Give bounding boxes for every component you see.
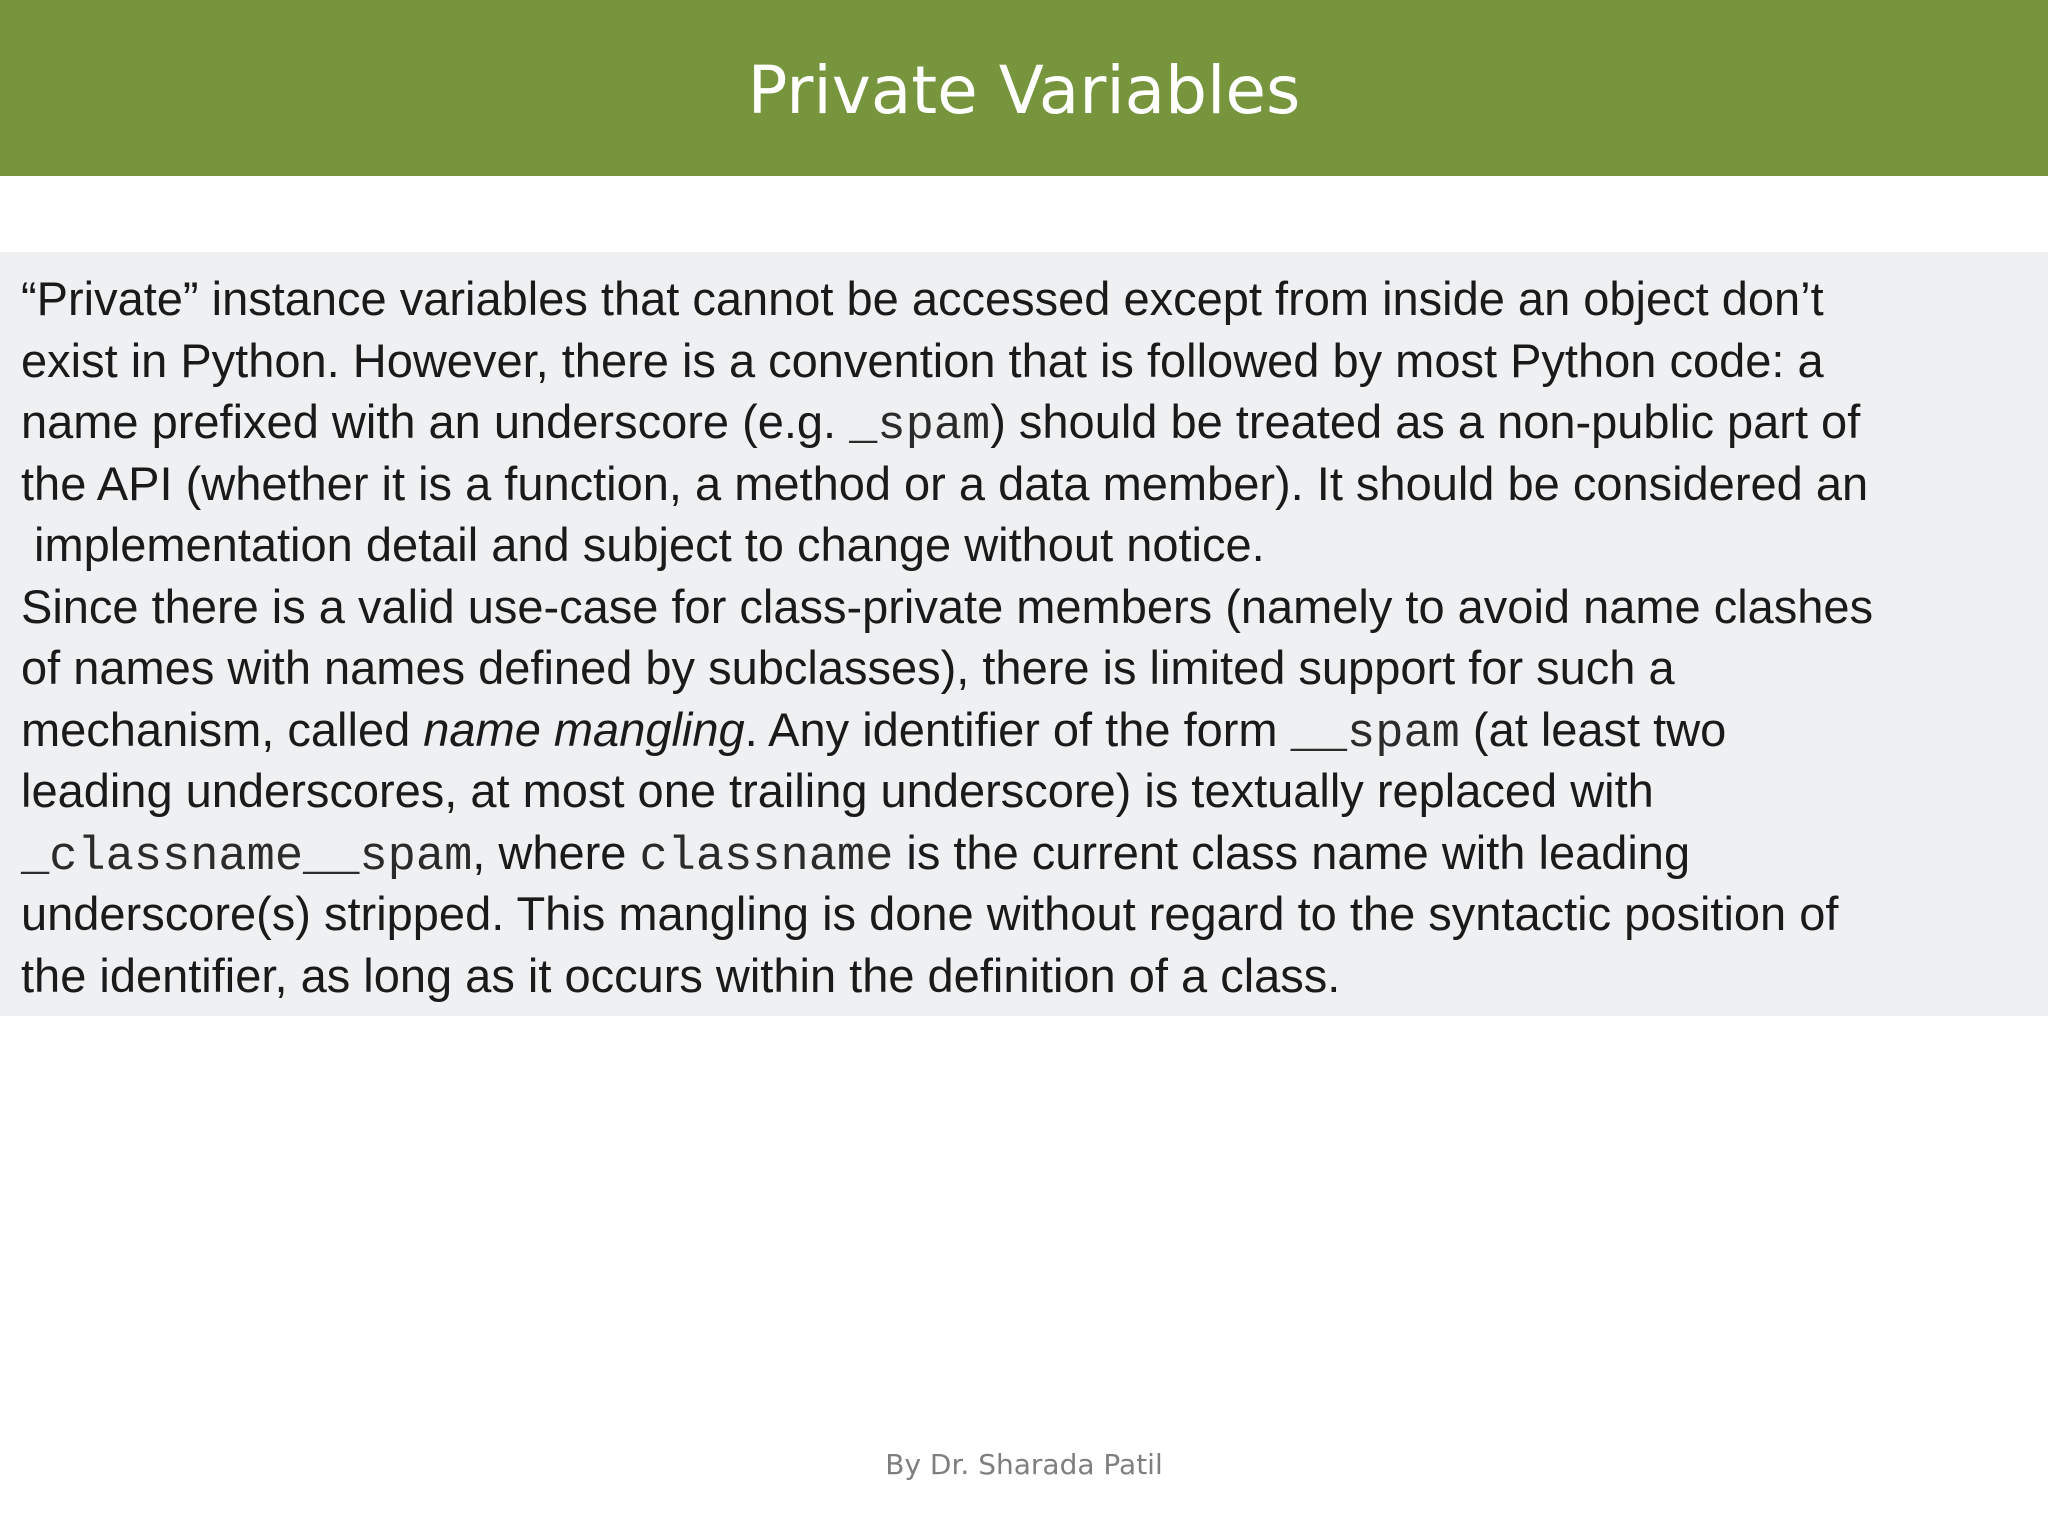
paragraph2-line2: of names with names defined by subclasses), there is limited support for such a — [21, 641, 1675, 694]
paragraph-private-variables — [21, 268, 2034, 576]
paragraph1-line2: exist in Python. However, there is a convention that is followed by most Python code: a — [21, 333, 1824, 387]
paragraph1-line4: the API (whether it is a function, a method or a data member). It should be considered an — [21, 456, 1869, 510]
paragraph2-line1: Since there is a valid use-case for class-private members (namely to avoid name clashes — [21, 579, 1874, 633]
code-classname: classname — [639, 830, 894, 884]
slide-title: Private Variables — [747, 51, 1301, 129]
code-spam: _spam — [849, 400, 991, 453]
paragraph1-line3 — [21, 391, 2034, 453]
paragraph2-line3-text-c: (at least two — [1459, 702, 1727, 756]
paragraph1-line3-text-a: name prefixed with an underscore (e.g. — [21, 395, 850, 448]
paragraph1-line3-text-b: ) should be treated as a non-public part of — [990, 395, 1861, 448]
footer-author: By Dr. Sharada Patil — [885, 1448, 1163, 1481]
title-bar — [0, 0, 2048, 176]
paragraph2-line7: the identifier, as long as it occurs within the definition of a class. — [21, 948, 1341, 1002]
paragraph1-line1: “Private” instance variables that cannot be accessed except from inside an object don’t — [21, 272, 1824, 325]
paragraph2-line5 — [21, 822, 2034, 884]
paragraph2-line5-text-b: is the current class name with leading — [893, 825, 1691, 879]
code-classname-spam: _classname__spam — [21, 830, 473, 884]
paragraph2-line3-text-b: . Any identifier of the form — [744, 702, 1291, 756]
paragraph2-line6: underscore(s) stripped. This mangling is done without regard to the syntactic position of — [21, 887, 1839, 940]
paragraph2-line4: leading underscores, at most one trailing underscore) is textually replaced with — [21, 764, 1654, 817]
code-double-underscore-spam: __spam — [1290, 707, 1460, 761]
paragraph-name-mangling — [21, 576, 2034, 1007]
paragraph2-line3 — [21, 699, 2034, 761]
content-box — [0, 252, 2048, 1016]
term-name-mangling: name mangling — [423, 702, 745, 756]
paragraph2-line3-text-a: mechanism, called — [21, 702, 424, 756]
paragraph2-line5-text-a: , where — [472, 825, 640, 879]
paragraph1-line5: implementation detail and subject to change without notice. — [21, 518, 1265, 571]
